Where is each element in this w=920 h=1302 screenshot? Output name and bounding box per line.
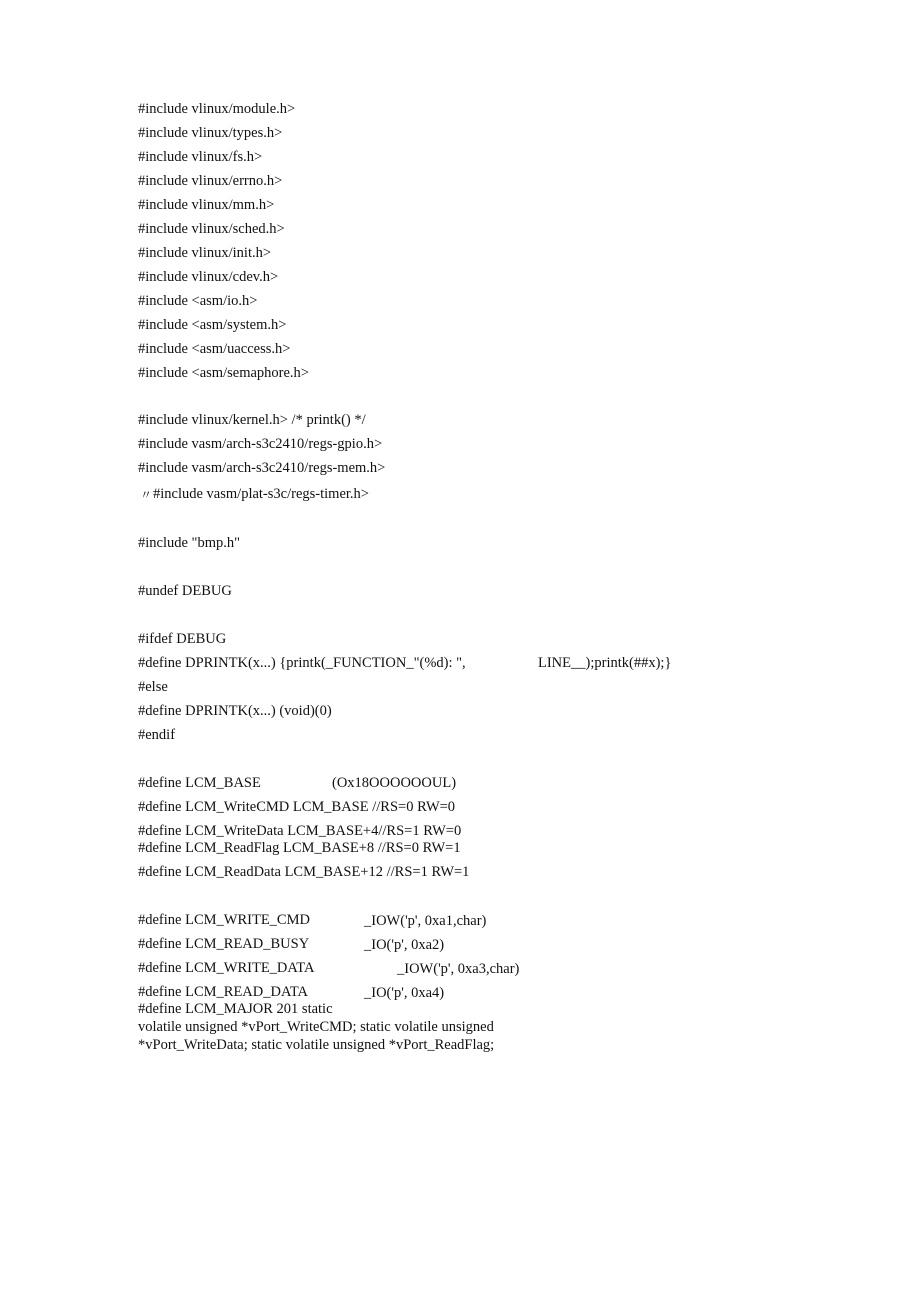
code-line: #include "bmp.h" bbox=[138, 535, 241, 551]
code-line: #include vlinux/fs.h> bbox=[138, 149, 263, 165]
code-fragment: _IO('p', 0xa4) bbox=[364, 985, 445, 1001]
code-line: #include vlinux/errno.h> bbox=[138, 173, 283, 189]
comment-mark: 〃 bbox=[140, 488, 153, 502]
code-line: #endif bbox=[138, 727, 176, 743]
code-line: #define LCM_ReadData LCM_BASE+12 //RS=1 RW=1 bbox=[138, 864, 470, 880]
code-line: #define DPRINTK(x...) (void)(0) bbox=[138, 703, 332, 719]
code-line: #define LCM_WRITE_DATA bbox=[138, 960, 315, 976]
code-line: *vPort_WriteData; static volatile unsigned *vPort_ReadFlag; bbox=[138, 1037, 495, 1053]
code-line: #define LCM_READ_BUSY bbox=[138, 936, 310, 952]
code-fragment: _IOW('p', 0xa1,char) bbox=[364, 913, 487, 929]
code-line: #include vlinux/sched.h> bbox=[138, 221, 285, 237]
code-line: #undef DEBUG bbox=[138, 583, 232, 599]
code-line: #define LCM_WriteData LCM_BASE+4//RS=1 RW=0 bbox=[138, 823, 462, 839]
code-line: #define LCM_WRITE_CMD bbox=[138, 912, 310, 928]
code-line: #include <asm/io.h> bbox=[138, 293, 258, 309]
code-line: #include vlinux/kernel.h> /* printk() */ bbox=[138, 412, 366, 428]
code-line: #include vasm/plat-s3c/regs-timer.h> bbox=[153, 486, 369, 502]
code-line: volatile unsigned *vPort_WriteCMD; static volatile unsigned bbox=[138, 1019, 494, 1035]
code-line: #define LCM_READ_DATA bbox=[138, 984, 308, 1000]
code-line: #include vasm/arch-s3c2410/regs-mem.h> bbox=[138, 460, 386, 476]
code-line: #include vlinux/mm.h> bbox=[138, 197, 275, 213]
code-line: #include vlinux/types.h> bbox=[138, 125, 283, 141]
code-line: #define DPRINTK(x...) {printk(_FUNCTION_"(%d): ", bbox=[138, 655, 466, 671]
code-fragment: _IOW('p', 0xa3,char) bbox=[397, 961, 520, 977]
code-line: #include <asm/semaphore.h> bbox=[138, 365, 309, 381]
code-fragment: LINE__);printk(##x);} bbox=[538, 655, 672, 671]
code-line: #include <asm/uaccess.h> bbox=[138, 341, 291, 357]
code-line: #else bbox=[138, 679, 168, 695]
code-fragment: (Ox18OOOOOOUL) bbox=[332, 775, 457, 791]
code-line: #include <asm/system.h> bbox=[138, 317, 287, 333]
code-line: #include vlinux/init.h> bbox=[138, 245, 272, 261]
code-line: #define LCM_MAJOR 201 static bbox=[138, 1001, 333, 1017]
code-fragment: _IO('p', 0xa2) bbox=[364, 937, 445, 953]
code-line: #define LCM_ReadFlag LCM_BASE+8 //RS=0 RW=1 bbox=[138, 840, 461, 856]
code-line: #define LCM_WriteCMD LCM_BASE //RS=0 RW=0 bbox=[138, 799, 456, 815]
code-line: #include vlinux/module.h> bbox=[138, 101, 296, 117]
code-line: #include vasm/arch-s3c2410/regs-gpio.h> bbox=[138, 436, 383, 452]
code-line: #define LCM_BASE bbox=[138, 775, 261, 791]
code-line: #include vlinux/cdev.h> bbox=[138, 269, 279, 285]
code-line: #ifdef DEBUG bbox=[138, 631, 227, 647]
